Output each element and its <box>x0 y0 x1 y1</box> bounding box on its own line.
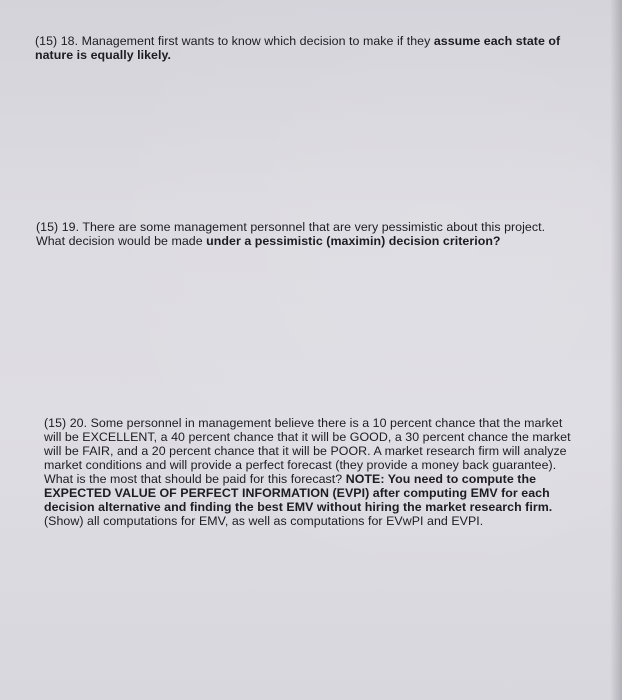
question-emphasis: under a pessimistic (maximin) decision criterion? <box>206 234 501 248</box>
question-emphasis: nature is equally likely. <box>35 48 171 62</box>
question-20 <box>44 416 571 528</box>
question-19 <box>36 220 545 248</box>
page-edge-shadow <box>610 0 622 700</box>
question-text: market conditions and will provide a perfect forecast (they provide a money back guarantee). <box>44 458 557 472</box>
question-line <box>44 444 571 458</box>
question-emphasis: assume each state of <box>433 34 561 48</box>
question-line <box>36 220 545 234</box>
question-line <box>44 458 571 472</box>
question-line <box>35 34 560 48</box>
question-text: will be EXCELLENT, a 40 percent chance that it will be GOOD, a 30 percent chance the market <box>44 430 571 444</box>
question-emphasis: EXPECTED VALUE OF PERFECT INFORMATION (EVPI) after computing EMV for each <box>44 486 550 500</box>
question-emphasis: decision alternative and finding the best EMV without hiring the market research firm. <box>44 500 553 514</box>
question-text: What is the most that should be paid for this forecast? <box>44 472 346 486</box>
question-text: will be FAIR, and a 20 percent chance that it will be POOR. A market research firm will analyze <box>44 444 567 458</box>
question-text: What decision would be made <box>36 234 207 248</box>
question-text: (15) 18. Management first wants to know which decision to make if they <box>35 34 434 48</box>
question-line <box>44 514 571 528</box>
question-line <box>35 48 560 62</box>
question-emphasis: NOTE: You need to compute the <box>345 472 537 486</box>
question-line <box>44 500 571 514</box>
question-line <box>44 430 571 444</box>
question-line <box>36 234 545 248</box>
question-line <box>44 472 571 486</box>
question-text: (Show) all computations for EMV, as well as computations for EVwPI and EVPI. <box>44 514 484 528</box>
question-line <box>44 486 571 500</box>
question-line <box>44 416 571 430</box>
question-text: (15) 20. Some personnel in management believe there is a 10 percent chance that the market <box>44 416 563 430</box>
question-18 <box>35 34 560 62</box>
question-text: (15) 19. There are some management personnel that are very pessimistic about this project. <box>36 220 546 234</box>
